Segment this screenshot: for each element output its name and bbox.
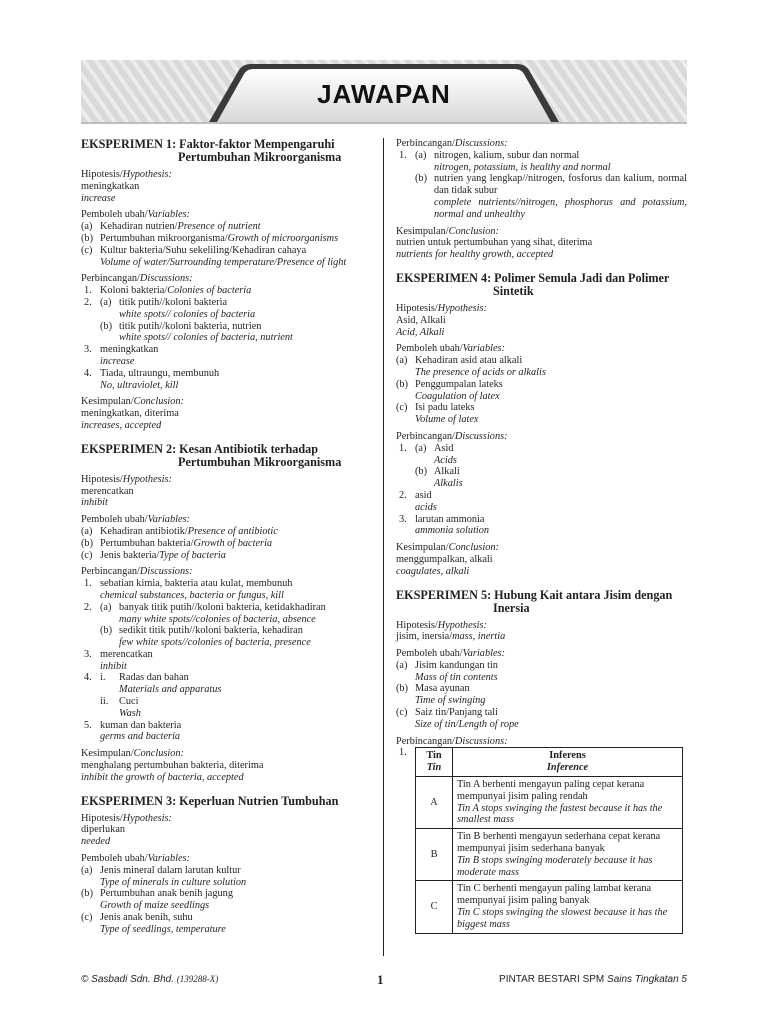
page-title: JAWAPAN: [317, 79, 451, 109]
conclusion-answer-en: coagulates, alkali: [396, 565, 470, 577]
hypothesis-label: Hipotesis/Hypothesis:: [81, 169, 172, 180]
conclusion-answer: nutrien untuk pertumbuhan yang sihat, diterima: [396, 237, 593, 249]
variable-item: (c) Jenis bakteria/Type of bacteria: [81, 549, 226, 561]
discussion-item: (b) titik putih//koloni bakteria, nutrien white spots// colonies of bacteria, nutrient: [100, 320, 293, 344]
table-header-tin: Tin Tin: [416, 748, 453, 777]
variable-item: (c) Saiz tin/Panjang tali Size of tin/Length of rope: [396, 707, 519, 730]
discussion-item: 5. kuman dan bakteria germs and bacteria: [84, 719, 182, 743]
discussion-item: 2. (a) titik putih//koloni bakteria white spots// colonies of bacteria: [84, 296, 256, 320]
column-divider: [383, 138, 384, 956]
hypothesis-answer: meningkatkan: [81, 180, 140, 192]
hypothesis-answer: jisim, inersia/mass, inertia: [396, 631, 506, 643]
right-column: [396, 138, 687, 934]
table-header-inference: Inferens Inference: [453, 748, 683, 777]
discussion-item: 4. Tiada, ultraungu, membunuh No, ultraviolet, kill: [84, 367, 220, 391]
discussion-item: (b) sedikit titik putih//koloni bakteria, kehadiran few white spots//colonies of bacteria, presence: [100, 625, 311, 649]
experiment-5-title-line2: Inersia: [493, 600, 530, 615]
hypothesis-label: Hipotesis/Hypothesis:: [396, 302, 487, 314]
discussion-item: 1. Tin Tin Inferens Inference A Tin A berhenti mengayun paling cepat kerana mempunyai jisim paling rendah Tin A stops swinging the fastest because it has the smallest mass B Tin B berhenti mengayun sederhana cepat kerana mempunyai jisim sederhana banyak Tin B stops swinging moderately because it has moderate mass C Tin C berhenti mengayun paling lambat kerana mempunyai jisim paling banyak Tin C stops swinging the slowest because it has the biggest mass: [396, 747, 687, 933]
variable-item: (c) Kultur bakteria/Suhu sekeliling/Kehadiran cahaya Volume of water/Surrounding temperature/Presence of light: [81, 244, 347, 268]
page-banner: [81, 60, 687, 124]
experiment-5-heading: [396, 589, 687, 615]
discussion-item: 3. larutan ammonia ammonia solution: [399, 513, 490, 537]
variable-item: (c) Isi padu lateks Volume of latex: [396, 402, 479, 426]
table-row: [416, 829, 683, 881]
hypothesis-answer-en: needed: [81, 836, 111, 848]
discussion-item: 3. merencatkan inhibit: [84, 648, 153, 672]
experiment-1-title-line1: EKSPERIMEN 1: Faktor-faktor Mempengaruhi: [81, 137, 335, 151]
hypothesis-label: Hipotesis/Hypothesis:: [81, 473, 172, 485]
variable-item: (a) Kehadiran asid atau alkali The presence of acids or alkalis: [396, 355, 546, 378]
experiment-2-title-line2: Pertumbuhan Mikroorganisma: [178, 454, 342, 469]
variable-item: (b) Pertumbuhan anak benih jagung Growth of maize seedlings: [81, 888, 233, 912]
table-cell-inference: Tin A berhenti mengayun paling cepat kerana mempunyai jisim paling rendah Tin A stops swinging the fastest because it has the smallest mass: [453, 777, 683, 829]
experiment-3-heading: EKSPERIMEN 3: Keperluan Nutrien Tumbuhan: [81, 793, 339, 808]
page-number: 1: [377, 972, 384, 987]
conclusion-answer-en: increases, accepted: [81, 419, 162, 431]
hypothesis-label: Hipotesis/Hypothesis:: [81, 812, 172, 824]
experiment-5-title-line1: EKSPERIMEN 5: Hubung Kait antara Jisim dengan: [396, 587, 673, 602]
hypothesis-answer-en: inhibit: [81, 497, 108, 509]
discussions-label: Perbincangan/Discussions:: [396, 138, 508, 149]
experiment-1-heading: [81, 138, 371, 164]
variable-item: (b) Pertumbuhan mikroorganisma/Growth of microorganisms: [81, 232, 339, 244]
table-header-row: [416, 748, 683, 777]
discussion-item: 3. meningkatkan increase: [84, 344, 159, 367]
discussion-item: 1. Koloni bakteria/Colonies of bacteria: [84, 285, 252, 297]
hypothesis-label: Hipotesis/Hypothesis:: [396, 619, 487, 631]
table-row: [416, 777, 683, 829]
variable-item: (b) Masa ayunan Time of swinging: [396, 683, 486, 707]
page-footer: [81, 974, 687, 988]
discussion-item: (b) Alkali Alkalis: [415, 466, 463, 490]
hypothesis-answer: Asid, Alkali: [396, 314, 446, 326]
discussion-item: 1. sebatian kimia, bakteria atau kulat, membunuh chemical substances, bacteria or fungus, kill: [84, 578, 293, 601]
conclusion-answer: menghalang pertumbuhan bakteria, diterima: [81, 760, 264, 772]
discussion-item: (b) nutrien yang lengkap//nitrogen, fosforus dan kalium, normal dan tidak subur complete nutrients//nitrogen, phosphorus and potassium, normal and unhealthy: [415, 173, 687, 220]
discussion-item: 1. (a) nitrogen, kalium, subur dan normal nitrogen, potassium, is healthy and normal: [399, 149, 611, 173]
experiment-4-title-line1: EKSPERIMEN 4: Polimer Semula Jadi dan Polimer: [396, 270, 670, 285]
conclusion-label: Kesimpulan/Conclusion:: [81, 748, 184, 760]
hypothesis-answer: merencatkan: [81, 485, 134, 497]
table-cell-tin: B: [416, 829, 453, 881]
table-cell-inference: Tin B berhenti mengayun sederhana cepat kerana mempunyai jisim sederhana banyak Tin B stops swinging moderately because it has moderate mass: [453, 829, 683, 881]
variables-label: Pemboleh ubah/Variables:: [396, 648, 505, 660]
inference-table: [415, 747, 683, 933]
discussions-label: Perbincangan/Discussions:: [396, 735, 508, 747]
discussion-item: ii. Cuci Wash: [100, 696, 141, 719]
variable-item: (a) Kehadiran antibiotik/Presence of antibiotic: [81, 525, 278, 537]
variables-label: Pemboleh ubah/Variables:: [81, 514, 190, 526]
left-column: [81, 138, 371, 936]
discussion-item: 2. asid acids: [399, 489, 437, 513]
discussion-item: 2. (a) banyak titik putih//koloni bakteria, ketidakhadiran many white spots//colonies of bacteria, absence: [84, 601, 326, 625]
variable-item: (a) Jisim kandungan tin Mass of tin contents: [396, 659, 498, 683]
conclusion-answer-en: inhibit the growth of bacteria, accepted: [81, 771, 244, 783]
experiment-2-heading: [81, 443, 371, 469]
hypothesis-answer-en: Acid, Alkali: [396, 326, 445, 338]
experiment-1-title-line2: Pertumbuhan Mikroorganisma: [178, 150, 342, 164]
variable-item: (b) Pertumbuhan bakteria/Growth of bacteria: [81, 537, 273, 549]
table-cell-tin: C: [416, 881, 453, 933]
discussions-label: Perbincangan/Discussions:: [81, 566, 193, 578]
table-cell-inference: Tin C berhenti mengayun paling lambat kerana mempunyai jisim paling banyak Tin C stops swinging the slowest because it has the biggest mass: [453, 881, 683, 933]
variable-item: (b) Penggumpalan lateks Coagulation of latex: [396, 378, 503, 402]
variables-label: Pemboleh ubah/Variables:: [396, 343, 505, 355]
conclusion-answer-en: nutrients for healthy growth, accepted: [396, 249, 554, 261]
table-row: [416, 881, 683, 933]
conclusion-answer: meningkatkan, diterima: [81, 408, 179, 420]
discussion-item: 1. (a) Asid Acids: [399, 442, 457, 466]
experiment-4-title-line2: Sintetik: [493, 283, 534, 298]
conclusion-label: Kesimpulan/Conclusion:: [396, 542, 499, 554]
footer-publisher: © Sasbadi Sdn. Bhd. (139288-X): [81, 974, 219, 985]
hypothesis-answer: diperlukan: [81, 824, 126, 836]
discussions-label: Perbincangan/Discussions:: [81, 273, 193, 285]
variables-label: Pemboleh ubah/Variables:: [81, 853, 190, 865]
experiment-4-heading: [396, 272, 687, 298]
variables-label: Pemboleh ubah/Variables:: [81, 209, 190, 221]
conclusion-label: Kesimpulan/Conclusion:: [81, 396, 184, 408]
conclusion-label: Kesimpulan/Conclusion:: [396, 225, 499, 237]
conclusion-answer: menggumpalkan, alkali: [396, 553, 493, 565]
discussions-label: Perbincangan/Discussions:: [396, 430, 508, 442]
table-cell-tin: A: [416, 777, 453, 829]
experiment-2-title-line1: EKSPERIMEN 2: Kesan Antibiotik terhadap: [81, 441, 319, 456]
variable-item: (a) Kehadiran nutrien/Presence of nutrient: [81, 221, 261, 233]
variable-item: (a) Jenis mineral dalam larutan kultur Type of minerals in culture solution: [81, 864, 247, 888]
discussion-item: 4. i. Radas dan bahan Materials and apparatus: [84, 672, 222, 696]
hypothesis-answer-en: increase: [81, 192, 116, 204]
footer-book-title: PINTAR BESTARI SPM Sains Tingkatan 5: [499, 974, 687, 985]
variable-item: (c) Jenis anak benih, suhu Type of seedlings, temperature: [81, 912, 226, 935]
